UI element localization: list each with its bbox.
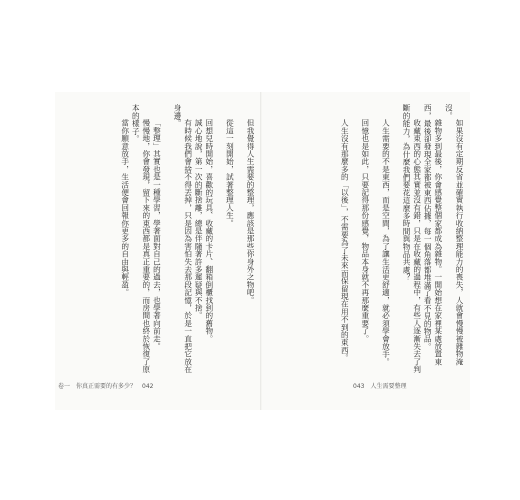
body-paragraph: 當你願意放手，生活便會回報你更多的自由與輕盈。 (120, 119, 130, 297)
left-page-body-text (119, 104, 255, 380)
left-folio-title: 卷一 你真正需要的有多少？ (58, 383, 137, 390)
body-paragraph (349, 104, 359, 380)
body-paragraph: 有時候我們會捨不得丟掉，只是因為害怕失去那段記憶，於是一直把它放在身邊。 (173, 104, 193, 374)
body-paragraph (214, 104, 224, 380)
body-paragraph (234, 104, 244, 380)
body-paragraph: 人生需要的不是東西，而是空間，為了讓生活更舒適，就必須學會放手。 (381, 119, 391, 366)
body-paragraph: 從這一刻開始，試著整理人生。 (225, 119, 235, 227)
left-page-folio (58, 381, 159, 390)
right-folio-page-number: 043 (353, 383, 365, 390)
right-page-body-text (339, 104, 464, 380)
body-paragraph: 「整理」其實也是一種學習，學著面對自己的過去，也學著向前走。 (152, 119, 162, 351)
body-paragraph (370, 104, 380, 380)
body-paragraph: 回憶也是如此，只要記得那份感覺，物品本身就不再那麼重要了。 (360, 119, 370, 343)
left-folio-page-number: 042 (142, 383, 154, 390)
body-paragraph (161, 104, 171, 380)
right-page-folio (347, 381, 406, 390)
body-paragraph: 人生沒有那麼多的「以後」，不需要為了未來而保留現在用不到的東西。 (340, 119, 350, 362)
body-paragraph: 回想兒時開始，喜歡的玩具、收藏的卡片、翻箱倒櫃找到的舊物。 (204, 119, 214, 343)
body-paragraph: 誠心地說，第一次的斷捨離，總是伴隨著許多遲疑與不捨。 (194, 119, 204, 320)
body-paragraph: 如果沒有定期反省並確實執行收納整理能力的喪失，人就會慢慢被雜物淹沒。 (444, 104, 464, 366)
body-paragraph: 雜物多到最後，你會感覺整個家都成為雜物。一開始想在家裡某處放置東西，最後卻發現全家都被東西佔據，每一個角落都堆滿了看不見的物品。 (423, 104, 443, 366)
right-page-content (260, 0, 470, 500)
body-paragraph: 但我覺得人生需要的整理，應該是那些你身外之物吧。 (246, 119, 255, 304)
body-paragraph (390, 104, 400, 380)
right-folio-title: 人生需要整理 (370, 383, 407, 390)
body-paragraph: 慢慢地，你會發現，留下來的東西都是真正重要的，而房間也終於恢復了原本的樣子。 (131, 104, 151, 374)
body-paragraph: 收藏東西的心態其實並沒有錯，只是在收藏的過程中，有些人逐漸失去了判斷的能力，為什麼我們要花這麼多時間與物品共處？ (402, 104, 422, 374)
